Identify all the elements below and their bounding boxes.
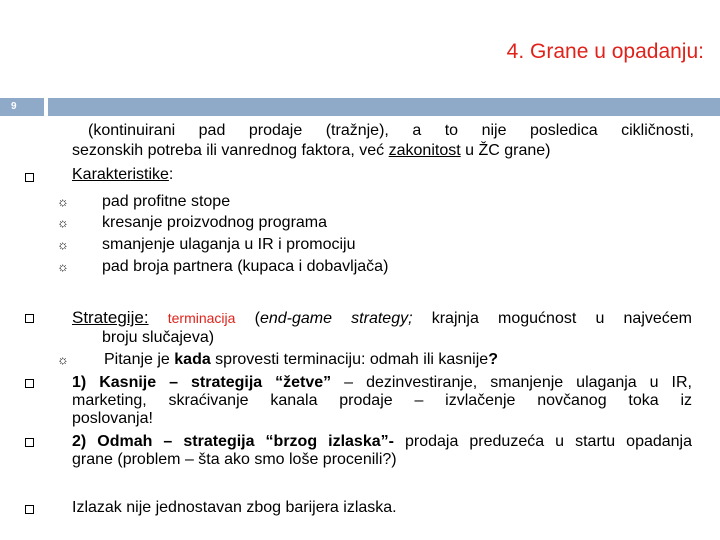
strategies-heading: Strategije: [72, 308, 149, 327]
characteristic-item: pad broja partnera (kupaca i dobavljača) [102, 258, 389, 275]
slide-number-bar [0, 98, 44, 116]
square-bullet-icon [25, 379, 34, 388]
strategies-line-1: Strategije: terminacija (end-game strategy; krajnja mogućnost u najvećem [72, 308, 693, 327]
characteristic-item: kresanje proizvodnog programa [102, 214, 328, 231]
characteristics-heading: Karakteristike: [72, 166, 174, 183]
now-line-2: grane (problem – šta ako smo loše procenili?) [72, 451, 397, 468]
later-line-1: 1) Kasnije – strategija “žetve” – dezinvestiranje, smanjenje ulaganja u IR, [72, 374, 693, 391]
later-line-2: marketing, skraćivanje kanala prodaje – izvlačenje novčanog toka iz [72, 392, 692, 409]
intro-line-1: (kontinuirani pad prodaje (tražnje), a to nije posledica cikličnosti, [88, 122, 694, 139]
termination-question: Pitanje je kada sprovesti terminaciju: odmah ili kasnije? [104, 351, 498, 368]
characteristic-item: pad profitne stope [102, 193, 231, 210]
square-bullet-icon [25, 173, 34, 182]
slide-title: 4. Grane u opadanju: [506, 40, 704, 63]
intro-underlined: zakonitost [388, 142, 461, 159]
square-bullet-icon [25, 505, 34, 514]
characteristic-item: smanjenje ulaganja u IR i promociju [102, 236, 356, 253]
later-line-3: poslovanja! [72, 410, 153, 427]
intro-line-2: sezonskih potreba ili vanrednog faktora, već zakonitost u ŽC grane) [72, 142, 551, 159]
exit-text: Izlazak nije jednostavan zbog barijera izlaska. [72, 499, 397, 516]
sun-bullet-icon: ☼ [57, 259, 69, 274]
sun-bullet-icon: ☼ [57, 215, 69, 230]
sun-bullet-icon: ☼ [57, 352, 69, 367]
square-bullet-icon [25, 314, 34, 323]
strategies-line-2: broju slučajeva) [102, 329, 215, 346]
slide-number: 9 [11, 101, 17, 112]
strategy-term: terminacija [167, 310, 236, 326]
square-bullet-icon [25, 438, 34, 447]
sun-bullet-icon: ☼ [57, 194, 69, 209]
now-line-1: 2) Odmah – strategija “brzog izlaska”- prodaja preduzeća u startu opadanja [72, 433, 693, 450]
sun-bullet-icon: ☼ [57, 237, 69, 252]
header-bar [48, 98, 720, 116]
